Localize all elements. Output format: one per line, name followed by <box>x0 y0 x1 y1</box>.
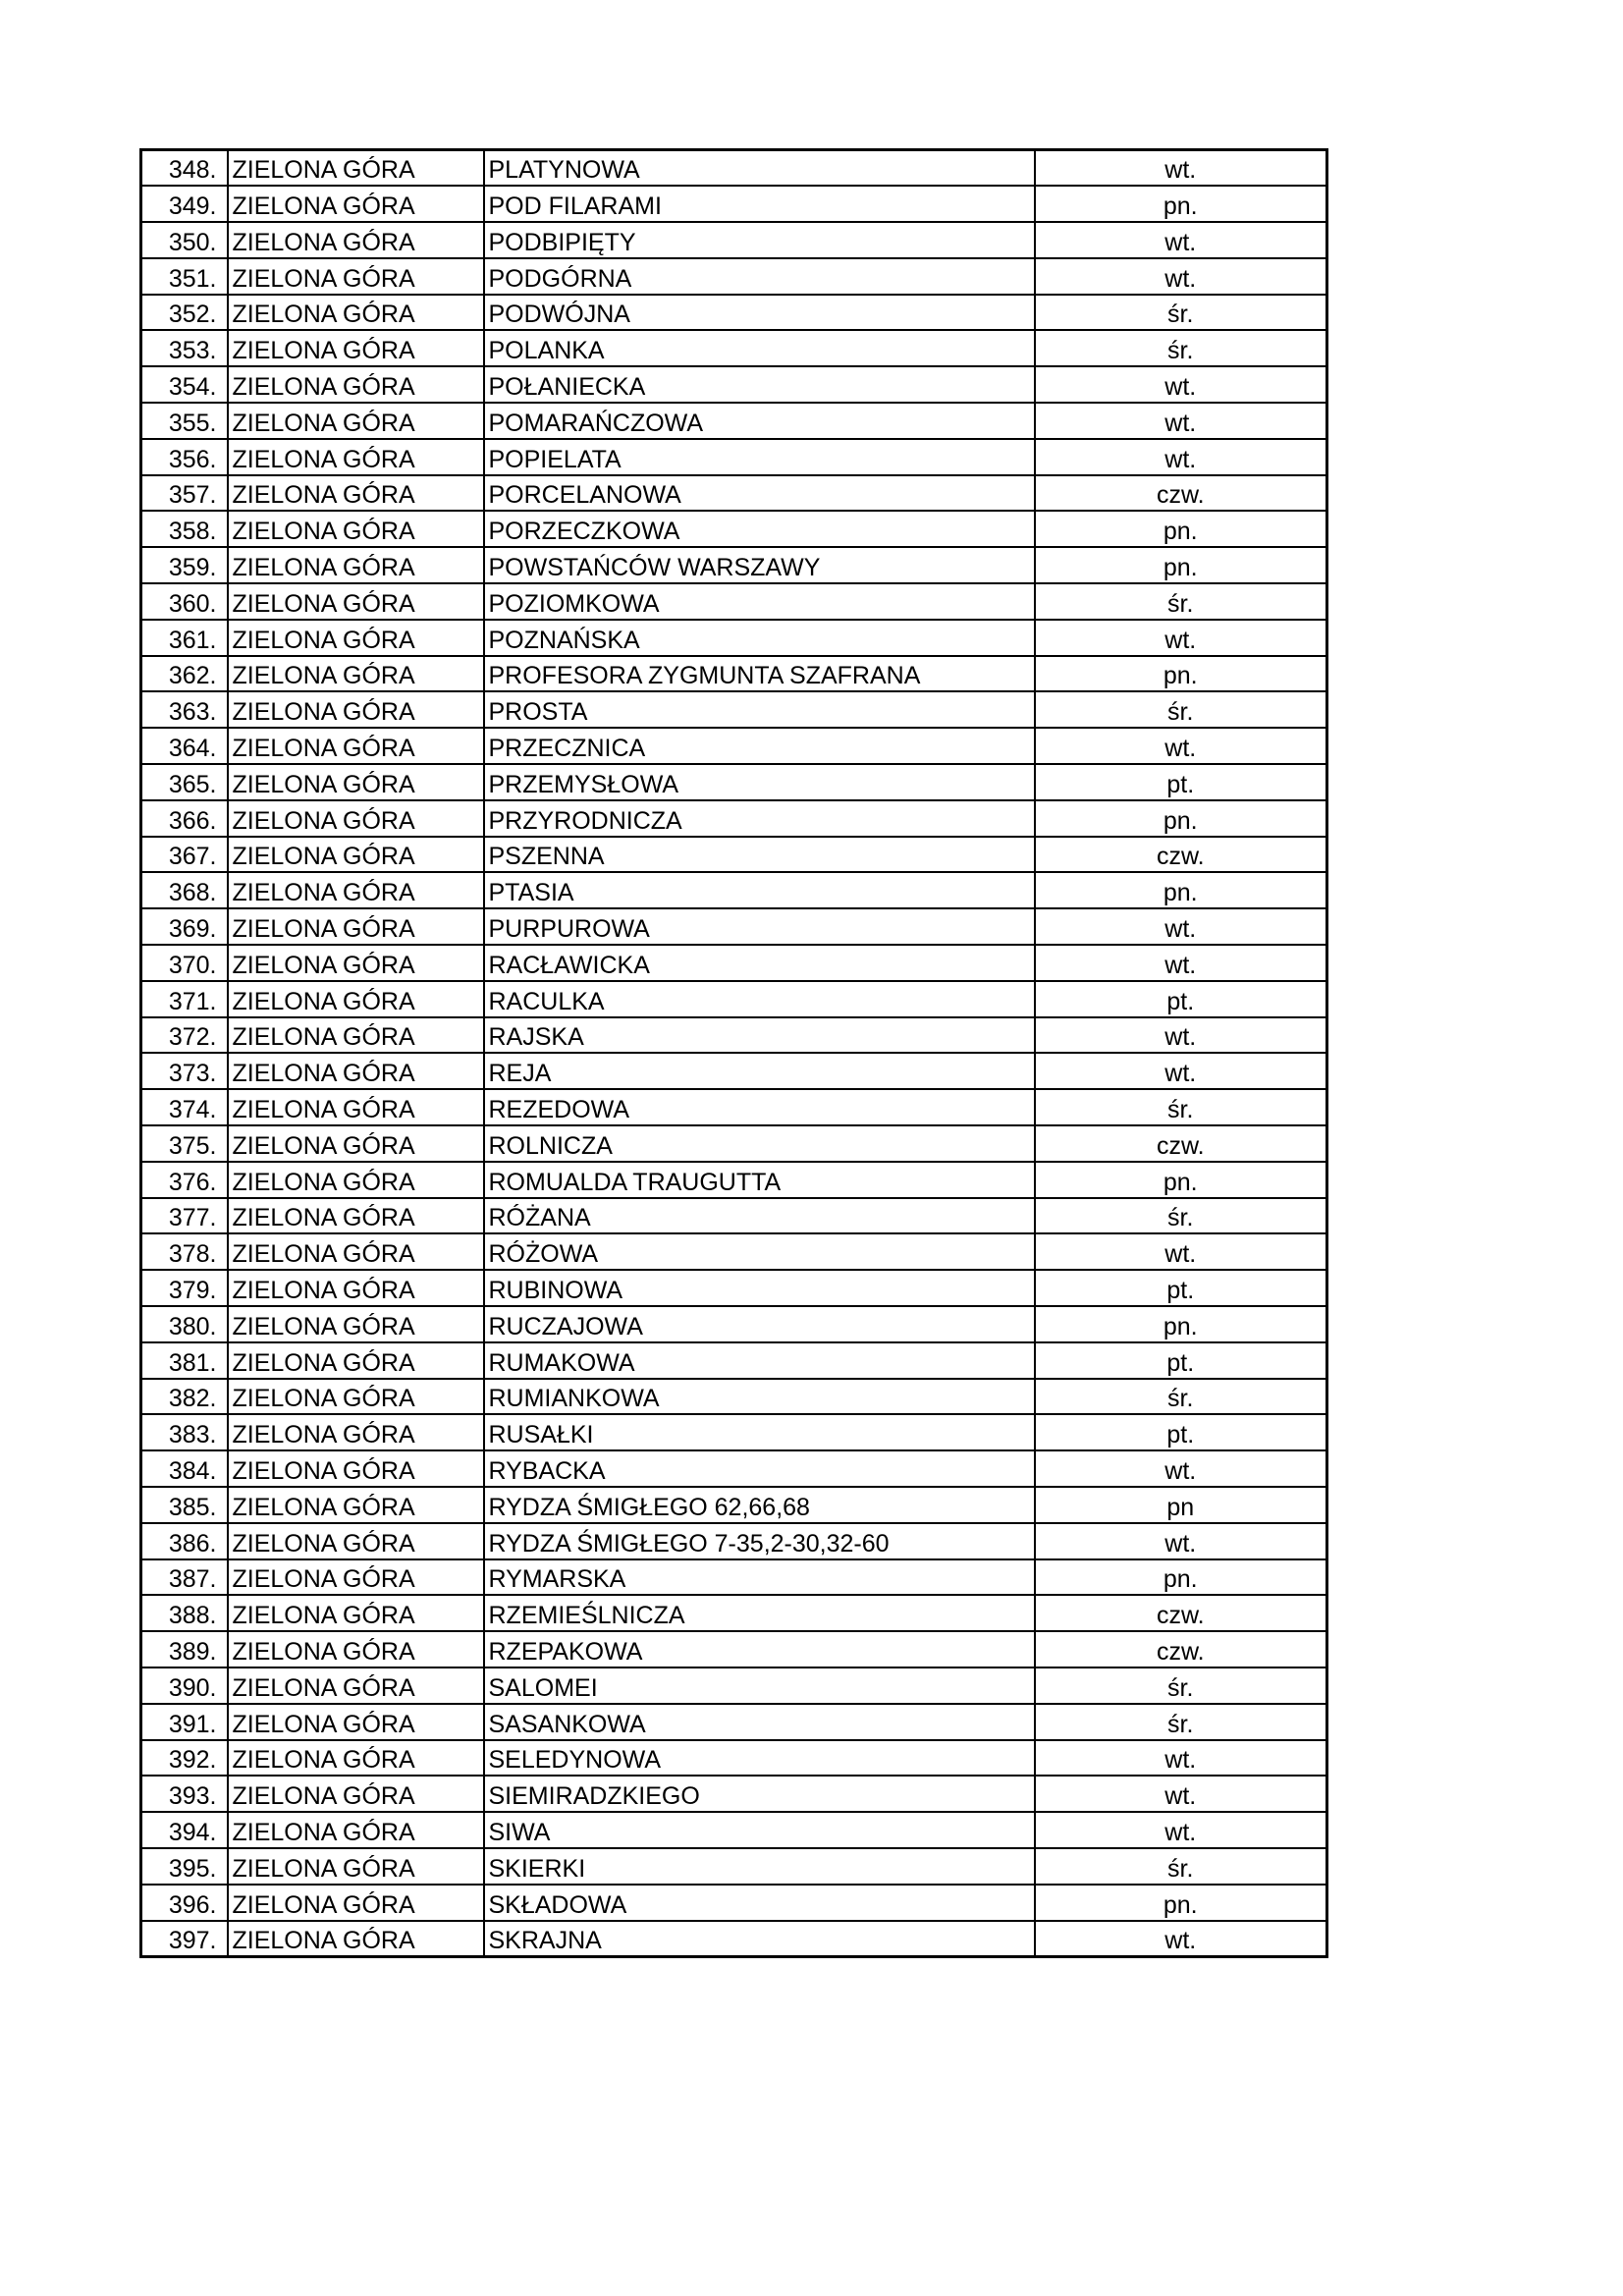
row-number-cell: 356. <box>141 439 228 475</box>
row-number-cell: 354. <box>141 366 228 403</box>
table-row <box>141 258 1327 295</box>
street-cell: SIWA <box>484 1812 1035 1848</box>
table-row <box>141 475 1327 512</box>
row-number-cell: 379. <box>141 1270 228 1306</box>
street-cell: POŁANIECKA <box>484 366 1035 403</box>
row-number-cell: 377. <box>141 1198 228 1234</box>
table-row <box>141 872 1327 908</box>
table-row <box>141 1198 1327 1234</box>
table-row <box>141 1812 1327 1848</box>
street-cell: RYBACKA <box>484 1450 1035 1487</box>
collection-day-cell: śr. <box>1035 1848 1327 1885</box>
row-number-cell: 360. <box>141 583 228 620</box>
row-number-cell: 367. <box>141 837 228 873</box>
row-number-cell: 388. <box>141 1595 228 1631</box>
street-cell: PODBIPIĘTY <box>484 222 1035 258</box>
row-number-cell: 349. <box>141 186 228 222</box>
city-cell: ZIELONA GÓRA <box>228 1487 484 1523</box>
city-cell: ZIELONA GÓRA <box>228 1740 484 1777</box>
city-cell: ZIELONA GÓRA <box>228 583 484 620</box>
row-number-cell: 350. <box>141 222 228 258</box>
table-row <box>141 837 1327 873</box>
row-number-cell: 357. <box>141 475 228 512</box>
collection-day-cell: śr. <box>1035 1667 1327 1704</box>
row-number-cell: 385. <box>141 1487 228 1523</box>
table-row <box>141 1487 1327 1523</box>
street-cell: SKRAJNA <box>484 1921 1035 1957</box>
city-cell: ZIELONA GÓRA <box>228 1776 484 1812</box>
street-cell: PODWÓJNA <box>484 295 1035 331</box>
collection-day-cell: pn. <box>1035 656 1327 692</box>
row-number-cell: 384. <box>141 1450 228 1487</box>
table-row <box>141 366 1327 403</box>
table-row <box>141 330 1327 366</box>
table-row <box>141 1270 1327 1306</box>
city-cell: ZIELONA GÓRA <box>228 1885 484 1921</box>
street-cell: POD FILARAMI <box>484 186 1035 222</box>
street-cell: POMARAŃCZOWA <box>484 403 1035 439</box>
street-cell: SKIERKI <box>484 1848 1035 1885</box>
table-row <box>141 728 1327 764</box>
street-cell: PODGÓRNA <box>484 258 1035 295</box>
collection-day-cell: śr. <box>1035 1379 1327 1415</box>
row-number-cell: 394. <box>141 1812 228 1848</box>
city-cell: ZIELONA GÓRA <box>228 475 484 512</box>
street-cell: PURPUROWA <box>484 908 1035 945</box>
city-cell: ZIELONA GÓRA <box>228 330 484 366</box>
row-number-cell: 364. <box>141 728 228 764</box>
collection-day-cell: pt. <box>1035 981 1327 1017</box>
row-number-cell: 375. <box>141 1125 228 1162</box>
collection-day-cell: pt. <box>1035 1270 1327 1306</box>
row-number-cell: 374. <box>141 1089 228 1125</box>
street-cell: RYDZA ŚMIGŁEGO 62,66,68 <box>484 1487 1035 1523</box>
collection-day-cell: śr. <box>1035 691 1327 728</box>
street-cell: POPIELATA <box>484 439 1035 475</box>
row-number-cell: 370. <box>141 945 228 981</box>
street-cell: REZEDOWA <box>484 1089 1035 1125</box>
row-number-cell: 396. <box>141 1885 228 1921</box>
table-row <box>141 981 1327 1017</box>
table-row <box>141 1017 1327 1054</box>
street-cell: PORZECZKOWA <box>484 511 1035 547</box>
row-number-cell: 395. <box>141 1848 228 1885</box>
table-row <box>141 1740 1327 1777</box>
table-row <box>141 547 1327 583</box>
table-row <box>141 1631 1327 1667</box>
city-cell: ZIELONA GÓRA <box>228 1667 484 1704</box>
city-cell: ZIELONA GÓRA <box>228 837 484 873</box>
city-cell: ZIELONA GÓRA <box>228 1812 484 1848</box>
street-cell: RUMIANKOWA <box>484 1379 1035 1415</box>
collection-day-cell: pn. <box>1035 1162 1327 1198</box>
collection-day-cell: śr. <box>1035 1089 1327 1125</box>
collection-day-cell: wt. <box>1035 439 1327 475</box>
street-cell: PLATYNOWA <box>484 150 1035 187</box>
collection-day-cell: wt. <box>1035 1776 1327 1812</box>
collection-day-cell: pt. <box>1035 764 1327 800</box>
city-cell: ZIELONA GÓRA <box>228 511 484 547</box>
city-cell: ZIELONA GÓRA <box>228 1450 484 1487</box>
row-number-cell: 363. <box>141 691 228 728</box>
table-row <box>141 691 1327 728</box>
street-cell: RZEPAKOWA <box>484 1631 1035 1667</box>
city-cell: ZIELONA GÓRA <box>228 1848 484 1885</box>
row-number-cell: 351. <box>141 258 228 295</box>
row-number-cell: 380. <box>141 1306 228 1342</box>
row-number-cell: 390. <box>141 1667 228 1704</box>
collection-day-cell: pn. <box>1035 1885 1327 1921</box>
table-row <box>141 439 1327 475</box>
table-row <box>141 1125 1327 1162</box>
table-row <box>141 1885 1327 1921</box>
row-number-cell: 348. <box>141 150 228 187</box>
row-number-cell: 389. <box>141 1631 228 1667</box>
street-cell: PRZECZNICA <box>484 728 1035 764</box>
row-number-cell: 382. <box>141 1379 228 1415</box>
city-cell: ZIELONA GÓRA <box>228 1306 484 1342</box>
city-cell: ZIELONA GÓRA <box>228 258 484 295</box>
row-number-cell: 372. <box>141 1017 228 1054</box>
city-cell: ZIELONA GÓRA <box>228 908 484 945</box>
street-cell: PRZEMYSŁOWA <box>484 764 1035 800</box>
row-number-cell: 365. <box>141 764 228 800</box>
collection-day-cell: czw. <box>1035 1595 1327 1631</box>
collection-day-cell: pn. <box>1035 1559 1327 1596</box>
table-row <box>141 764 1327 800</box>
table-row <box>141 1450 1327 1487</box>
street-cell: RYMARSKA <box>484 1559 1035 1596</box>
collection-day-cell: wt. <box>1035 1921 1327 1957</box>
city-cell: ZIELONA GÓRA <box>228 1162 484 1198</box>
collection-day-cell: pt. <box>1035 1342 1327 1379</box>
row-number-cell: 353. <box>141 330 228 366</box>
table-row <box>141 1704 1327 1740</box>
table-row <box>141 1523 1327 1559</box>
collection-day-cell: śr. <box>1035 1198 1327 1234</box>
city-cell: ZIELONA GÓRA <box>228 945 484 981</box>
city-cell: ZIELONA GÓRA <box>228 800 484 837</box>
row-number-cell: 393. <box>141 1776 228 1812</box>
collection-day-cell: czw. <box>1035 1125 1327 1162</box>
table-row <box>141 800 1327 837</box>
row-number-cell: 371. <box>141 981 228 1017</box>
street-cell: RUMAKOWA <box>484 1342 1035 1379</box>
street-cell: SELEDYNOWA <box>484 1740 1035 1777</box>
city-cell: ZIELONA GÓRA <box>228 1559 484 1596</box>
collection-day-cell: wt. <box>1035 1812 1327 1848</box>
table-body <box>141 150 1327 1957</box>
street-cell: PSZENNA <box>484 837 1035 873</box>
city-cell: ZIELONA GÓRA <box>228 403 484 439</box>
row-number-cell: 376. <box>141 1162 228 1198</box>
street-cell: ROMUALDA TRAUGUTTA <box>484 1162 1035 1198</box>
street-cell: RÓŻOWA <box>484 1233 1035 1270</box>
street-cell: RUCZAJOWA <box>484 1306 1035 1342</box>
collection-day-cell: wt. <box>1035 366 1327 403</box>
street-cell: POLANKA <box>484 330 1035 366</box>
city-cell: ZIELONA GÓRA <box>228 1125 484 1162</box>
city-cell: ZIELONA GÓRA <box>228 620 484 656</box>
street-cell: POZIOMKOWA <box>484 583 1035 620</box>
city-cell: ZIELONA GÓRA <box>228 1342 484 1379</box>
collection-day-cell: wt. <box>1035 620 1327 656</box>
table-row <box>141 403 1327 439</box>
street-cell: PROFESORA ZYGMUNTA SZAFRANA <box>484 656 1035 692</box>
city-cell: ZIELONA GÓRA <box>228 1379 484 1415</box>
city-cell: ZIELONA GÓRA <box>228 295 484 331</box>
row-number-cell: 369. <box>141 908 228 945</box>
collection-day-cell: pt. <box>1035 1414 1327 1450</box>
row-number-cell: 391. <box>141 1704 228 1740</box>
street-cell: RACŁAWICKA <box>484 945 1035 981</box>
row-number-cell: 373. <box>141 1053 228 1089</box>
table-row <box>141 1848 1327 1885</box>
street-cell: SASANKOWA <box>484 1704 1035 1740</box>
collection-day-cell: śr. <box>1035 1704 1327 1740</box>
collection-day-cell: wt. <box>1035 945 1327 981</box>
collection-day-cell: czw. <box>1035 1631 1327 1667</box>
city-cell: ZIELONA GÓRA <box>228 872 484 908</box>
collection-day-cell: wt. <box>1035 728 1327 764</box>
collection-day-cell: wt. <box>1035 403 1327 439</box>
row-number-cell: 378. <box>141 1233 228 1270</box>
row-number-cell: 362. <box>141 656 228 692</box>
street-cell: RYDZA ŚMIGŁEGO 7-35,2-30,32-60 <box>484 1523 1035 1559</box>
street-cell: POWSTAŃCÓW WARSZAWY <box>484 547 1035 583</box>
collection-day-cell: wt. <box>1035 150 1327 187</box>
collection-day-cell: wt. <box>1035 1017 1327 1054</box>
row-number-cell: 368. <box>141 872 228 908</box>
city-cell: ZIELONA GÓRA <box>228 728 484 764</box>
table-row <box>141 150 1327 187</box>
row-number-cell: 361. <box>141 620 228 656</box>
city-cell: ZIELONA GÓRA <box>228 1053 484 1089</box>
city-cell: ZIELONA GÓRA <box>228 1414 484 1450</box>
street-cell: SIEMIRADZKIEGO <box>484 1776 1035 1812</box>
table-row <box>141 1776 1327 1812</box>
city-cell: ZIELONA GÓRA <box>228 1089 484 1125</box>
city-cell: ZIELONA GÓRA <box>228 1921 484 1957</box>
collection-day-cell: wt. <box>1035 1450 1327 1487</box>
city-cell: ZIELONA GÓRA <box>228 439 484 475</box>
table-row <box>141 908 1327 945</box>
table-row <box>141 1921 1327 1957</box>
table-row <box>141 1667 1327 1704</box>
collection-day-cell: pn. <box>1035 511 1327 547</box>
street-cell: REJA <box>484 1053 1035 1089</box>
city-cell: ZIELONA GÓRA <box>228 547 484 583</box>
street-cell: RZEMIEŚLNICZA <box>484 1595 1035 1631</box>
row-number-cell: 352. <box>141 295 228 331</box>
table-row <box>141 945 1327 981</box>
city-cell: ZIELONA GÓRA <box>228 764 484 800</box>
table-row <box>141 222 1327 258</box>
table-row <box>141 1559 1327 1596</box>
table-row <box>141 186 1327 222</box>
table-row <box>141 295 1327 331</box>
collection-day-cell: wt. <box>1035 1740 1327 1777</box>
collection-day-cell: pn. <box>1035 872 1327 908</box>
table-row <box>141 1162 1327 1198</box>
street-cell: RUSAŁKI <box>484 1414 1035 1450</box>
street-cell: RÓŻANA <box>484 1198 1035 1234</box>
city-cell: ZIELONA GÓRA <box>228 1233 484 1270</box>
city-cell: ZIELONA GÓRA <box>228 1270 484 1306</box>
collection-day-cell: pn. <box>1035 186 1327 222</box>
collection-day-cell: czw. <box>1035 475 1327 512</box>
table-row <box>141 1379 1327 1415</box>
collection-day-cell: pn <box>1035 1487 1327 1523</box>
row-number-cell: 397. <box>141 1921 228 1957</box>
collection-day-cell: wt. <box>1035 1053 1327 1089</box>
table-row <box>141 1595 1327 1631</box>
collection-day-cell: pn. <box>1035 1306 1327 1342</box>
row-number-cell: 366. <box>141 800 228 837</box>
table-row <box>141 656 1327 692</box>
table-row <box>141 1414 1327 1450</box>
row-number-cell: 386. <box>141 1523 228 1559</box>
collection-schedule-table <box>139 148 1328 1958</box>
street-cell: RUBINOWA <box>484 1270 1035 1306</box>
collection-day-cell: wt. <box>1035 1523 1327 1559</box>
city-cell: ZIELONA GÓRA <box>228 1631 484 1667</box>
table-row <box>141 1233 1327 1270</box>
street-cell: PORCELANOWA <box>484 475 1035 512</box>
street-cell: ROLNICZA <box>484 1125 1035 1162</box>
city-cell: ZIELONA GÓRA <box>228 1017 484 1054</box>
city-cell: ZIELONA GÓRA <box>228 1704 484 1740</box>
collection-day-cell: śr. <box>1035 330 1327 366</box>
collection-day-cell: śr. <box>1035 295 1327 331</box>
city-cell: ZIELONA GÓRA <box>228 691 484 728</box>
city-cell: ZIELONA GÓRA <box>228 981 484 1017</box>
collection-day-cell: pn. <box>1035 547 1327 583</box>
street-cell: PROSTA <box>484 691 1035 728</box>
table-row <box>141 1306 1327 1342</box>
row-number-cell: 355. <box>141 403 228 439</box>
street-cell: RACULKA <box>484 981 1035 1017</box>
street-cell: PTASIA <box>484 872 1035 908</box>
street-cell: SKŁADOWA <box>484 1885 1035 1921</box>
row-number-cell: 383. <box>141 1414 228 1450</box>
collection-day-cell: wt. <box>1035 258 1327 295</box>
table-row <box>141 583 1327 620</box>
city-cell: ZIELONA GÓRA <box>228 1523 484 1559</box>
street-cell: RAJSKA <box>484 1017 1035 1054</box>
city-cell: ZIELONA GÓRA <box>228 222 484 258</box>
row-number-cell: 359. <box>141 547 228 583</box>
collection-day-cell: czw. <box>1035 837 1327 873</box>
street-cell: POZNAŃSKA <box>484 620 1035 656</box>
city-cell: ZIELONA GÓRA <box>228 1595 484 1631</box>
city-cell: ZIELONA GÓRA <box>228 656 484 692</box>
city-cell: ZIELONA GÓRA <box>228 366 484 403</box>
row-number-cell: 392. <box>141 1740 228 1777</box>
collection-day-cell: wt. <box>1035 908 1327 945</box>
row-number-cell: 358. <box>141 511 228 547</box>
collection-day-cell: wt. <box>1035 222 1327 258</box>
table-row <box>141 1089 1327 1125</box>
row-number-cell: 381. <box>141 1342 228 1379</box>
table-row <box>141 1342 1327 1379</box>
row-number-cell: 387. <box>141 1559 228 1596</box>
table-row <box>141 620 1327 656</box>
table-row <box>141 1053 1327 1089</box>
street-cell: SALOMEI <box>484 1667 1035 1704</box>
collection-day-cell: śr. <box>1035 583 1327 620</box>
city-cell: ZIELONA GÓRA <box>228 186 484 222</box>
city-cell: ZIELONA GÓRA <box>228 150 484 187</box>
street-cell: PRZYRODNICZA <box>484 800 1035 837</box>
collection-day-cell: pn. <box>1035 800 1327 837</box>
city-cell: ZIELONA GÓRA <box>228 1198 484 1234</box>
collection-day-cell: wt. <box>1035 1233 1327 1270</box>
table-row <box>141 511 1327 547</box>
